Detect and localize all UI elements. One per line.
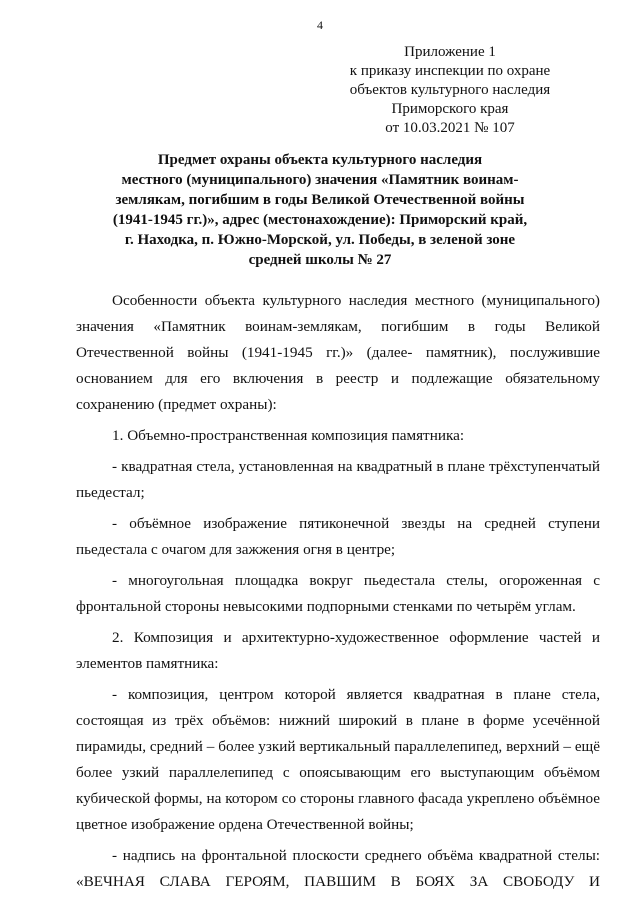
title-line: средней школы № 27 bbox=[248, 252, 392, 268]
appendix-line: к приказу инспекции по охране bbox=[349, 63, 551, 79]
list-item: - композиция, центром которой является квадратная в плане стела, состоящая из трёх объёмов: нижний широкий в плане в форме усечённой пирамиды, средний – более узкий вертикальный параллелепипед, верхний – ещё более узкий параллелепипед с опоясывающим его выступающим объёмом кубической формы, на котором со стороны главного фасада укреплено объёмное цветное изображение ордена Отечественной войны; bbox=[76, 686, 600, 833]
section-heading-2: 2. Композиция и архитектурно-художественное оформление частей и элементов памятника: bbox=[76, 629, 600, 672]
list-item: - квадратная стела, установленная на квадратный в плане трёхступенчатый пьедестал; bbox=[76, 458, 600, 501]
appendix-line: объектов культурного наследия bbox=[349, 82, 551, 98]
title-line: г. Находка, п. Южно-Морской, ул. Победы, в зеленой зоне bbox=[124, 232, 516, 248]
appendix-line: Приложение 1 bbox=[404, 44, 496, 60]
section-heading-1: 1. Объемно-пространственная композиция памятника: bbox=[112, 427, 465, 444]
list-item: - надпись на фронтальной плоскости среднего объёма квадратной стелы: «ВЕЧНАЯ СЛАВА ГЕРОЯМ, ПАВШИМ В БОЯХ ЗА СВОБОДУ И bbox=[76, 847, 600, 890]
title-line: местного (муниципального) значения «Памятник воинам- bbox=[121, 172, 519, 188]
intro-paragraph: Особенности объекта культурного наследия местного (муниципального) значения «Памятник воинам-землякам, погибшим в годы Великой Отечественной войны (1941-1945 гг.)» (далее- памятник), послужившие основанием для его включения в реестр и подлежащие обязательному сохранению (предмет охраны): bbox=[76, 292, 600, 413]
title-line: Предмет охраны объекта культурного наследия bbox=[157, 152, 483, 168]
page-number: 4 bbox=[317, 18, 323, 32]
appendix-line: от 10.03.2021 № 107 bbox=[385, 120, 515, 136]
list-item: - многоугольная площадка вокруг пьедестала стелы, огороженная с фронтальной стороны невысокими подпорными стенками по четырём углам. bbox=[76, 572, 600, 615]
title-line: землякам, погибшим в годы Великой Отечественной войны bbox=[115, 192, 525, 208]
title-line: (1941-1945 гг.)», адрес (местонахождение): Приморский край, bbox=[112, 212, 528, 228]
document-title bbox=[80, 150, 560, 270]
list-item: - объёмное изображение пятиконечной звезды на средней ступени пьедестала с очагом для зажжения огня в центре; bbox=[76, 515, 600, 558]
document-body bbox=[76, 288, 600, 900]
appendix-line: Приморского края bbox=[391, 101, 509, 117]
appendix-header bbox=[330, 43, 570, 138]
